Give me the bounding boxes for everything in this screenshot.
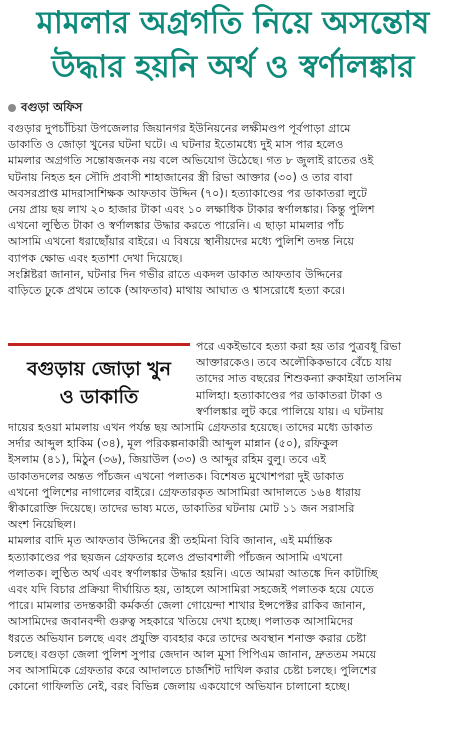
text-line: আসামিদের জবানবন্দী গুরুত্ব সহকারে খতিয়ে দেখা হচ্ছে। পলাতক আসামিদের [8,615,354,629]
text-line: আসামি এখনো ধরাছোঁয়ার বাইরে। এ বিষয়ে স্থানীয়দের মধ্যে পুলিশি তদন্ত নিয়ে [8,235,355,249]
text-line: স্বীকারোক্তি দিয়েছে। তাদের ভাষ্য মতে, ডাকাতির ঘটনায় মোট ১১ জন সরাসরি [8,502,355,516]
inset-rule [8,343,190,346]
text-line: সব আসামিকে গ্রেফতার করে আদালতে চার্জশিট দাখিল করার চেষ্টা চলছে। পুলিশের [8,664,377,678]
article-paragraph-1 [8,121,460,299]
text-line: ইসলাম (৪১), মিঠুন (৩৬), জিয়াউল (৩৩) ও আব্দুর রহিম বুলু। তবে এই [8,453,326,467]
text-line: মালিহা। হত্যাকাণ্ডের পর ডাকাতরা টাকা ও [196,388,383,402]
article-paragraph-2 [8,420,460,695]
text-line: দায়ের হওয়া মামলায় এখন পর্যন্ত ছয় আসামি গ্রেফতার হয়েছে। তাদের মধ্যে ডাকাত [8,421,373,434]
headline [0,0,466,96]
inset-title-line-1: বগুড়ায় জোড়া খুন [26,358,172,380]
text-line: বাড়িতে ঢুকে প্রথমে তাকে (আফতাব) মাথায় আঘাত ও শ্বাসরোধে হত্যা করে। [8,284,346,298]
text-line: এবং যদি বিচার প্রক্রিয়া দীর্ঘায়িত হয়, তাহলে আসামিরা সহজেই পলাতক হয়ে যেতে [8,583,374,597]
text-line: ডাকাতি ও জোড়া খুনের ঘটনা ঘটে। এ ঘটনার ইতোমধ্যে দুই মাস পার হলেও [8,138,344,152]
headline-line-1: মামলার অগ্রগতি নিয়ে অসন্তোষ [36,5,430,41]
text-line: কোনো গাফিলতি নেই, বরং বিভিন্ন জেলায় একযোগে অভিযান চালানো হচ্ছে। [8,680,350,694]
text-line: সর্দার আব্দুল হাকিম (৩৪), মূল পরিকল্পনাকারী আব্দুল মান্নান (৫০), রফিকুল [8,437,339,451]
inset-title-box [8,343,190,421]
text-line: স্বর্ণালঙ্কার লুট করে পালিয়ে যায়। এ ঘটনায় [196,404,384,418]
text-line: ব্যাপক ক্ষোভ এবং হতাশা দেখা দিয়েছে। [8,251,183,265]
text-line: তাদের সাত বছরের শিশুকন্যা রুকাইয়া তাসনিম [196,372,402,386]
text-line: আক্তারকেও। তবে অলৌকিকভাবে বেঁচে যায় [196,356,392,370]
text-line: মামলার অগ্রগতি সন্তোষজনক নয় বলে অভিযোগ উঠেছে। গত ৮ জুলাই রাতের ওই [8,154,374,168]
headline-line-2: উদ্ধার হয়নি অর্থ ও স্বর্ণালঙ্কার [51,49,415,85]
text-line: মামলার বাদি মৃত আফতাব উদ্দিনের স্ত্রী তহমিনা বিবি জানান, এই মর্মান্তিক [8,534,333,548]
text-line: নেয় প্রায় ছয় লাখ ২০ হাজার টাকা এবং ১০ লক্ষাধিক টাকার স্বর্ণালঙ্কার। কিন্তু পুলিশ [8,203,375,217]
text-line: পলাতক। লুণ্ঠিত অর্থ এবং স্বর্ণালঙ্কার উদ্ধার হয়নি। এতে আমরা আতঙ্কে দিন কাটাচ্ছি [8,566,378,580]
text-line: হত্যাকাণ্ডের পর ছয়জন গ্রেফতার হলেও প্রভাবশালী পাঁচজন আসামি এখনো [8,550,343,564]
inset-title-line-2: ও ডাকাতি [59,386,139,408]
text-line: বগুড়ার দুপচাঁচিয়া উপজেলার জিয়ানগর ইউনিয়নের লক্ষীমণ্ডপ পূর্বপাড়া গ্রামে [8,122,351,135]
text-line: ঘটনায় নিহত হন সৌদি প্রবাসী শাহাজানের স্ত্রী রিভা আক্তার (৩০) ও তার বাবা [8,170,353,184]
text-line: চলছে। বগুড়া জেলা পুলিশ সুপার জেদান আল মুসা পিপিএম জানান, দ্রুততম সময়ে [8,647,377,661]
dateline-text: বগুড়া অফিস [21,99,83,114]
text-line: ধরতে অভিযান চলছে এবং প্রযুক্তি ব্যবহার করে তাদের অবস্থান শনাক্ত করার চেষ্টা [8,631,367,645]
text-line: এখনো পুলিশের নাগালের বাইরে। গ্রেফতারকৃত আসামিরা আদালতে ১৬৪ ধারায় [8,485,361,499]
article-wrap-column [196,339,460,420]
text-line: অংশ নিয়েছিল। [8,518,76,532]
text-line: ডাকাতদলের অন্তত পাঁচজন এখনো পলাতক। বিশেষত মুখোশপরা দুই ডাকাত [8,469,344,483]
text-line: এখনো লুণ্ঠিত টাকা ও স্বর্ণালঙ্কার উদ্ধার করতে পারেনি। এ ছাড়া মামলার পাঁচ [8,219,344,233]
text-line: সংশ্লিষ্টরা জানান, ঘটনার দিন গভীর রাতে একদল ডাকাত আফতাব উদ্দিনের [8,267,343,281]
text-line: পারে। মামলার তদন্তকারী কর্মকর্তা জেলা গোয়েন্দা শাখার ইন্সপেক্টর রাকিব জানান, [8,599,366,613]
dateline [8,100,82,116]
text-line: অবসরপ্রাপ্ত মাদরাসাশিক্ষক আফতাব উদ্দিন (৭০)। হত্যাকাণ্ডের পর ডাকাতরা লুটে [8,186,367,200]
text-line: পরে একইভাবে হত্যা করা হয় তার পুত্রবধূ রিভা [196,340,402,353]
bullet-icon [8,104,16,112]
